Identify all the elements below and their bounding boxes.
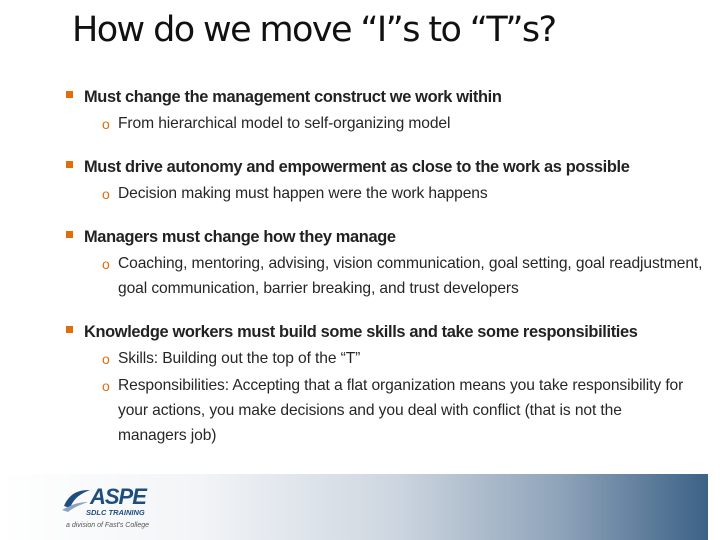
sub-bullet-item xyxy=(84,346,705,371)
logo-name: ASPE xyxy=(90,484,146,509)
sub-bullet-text: From hierarchical model to self-organizing model xyxy=(118,115,451,132)
bullet-text: Knowledge workers must build some skills and take some responsibilities xyxy=(84,323,638,341)
square-bullet-icon xyxy=(66,91,73,98)
square-bullet-icon xyxy=(66,326,73,333)
bullet-list xyxy=(65,86,705,468)
circle-bullet-icon: o xyxy=(102,351,110,367)
bullet-item xyxy=(65,321,705,448)
logo-subtitle: SDLC TRAINING xyxy=(86,508,145,517)
sub-bullet-text: Responsibilities: Accepting that a flat organization means you take responsibility for your actions, you make decisions and you deal with conflict (that is not the managers job) xyxy=(118,377,684,444)
sub-bullet-item xyxy=(84,111,705,136)
circle-bullet-icon: o xyxy=(102,378,110,394)
aspe-logo xyxy=(62,484,172,536)
sub-bullet-item xyxy=(84,373,693,448)
bullet-text: Managers must change how they manage xyxy=(84,228,396,246)
sub-bullet-text: Skills: Building out the top of the “T” xyxy=(118,350,361,367)
circle-bullet-icon: o xyxy=(102,116,110,132)
bullet-item xyxy=(65,86,705,136)
bullet-text: Must drive autonomy and empowerment as close to the work as possible xyxy=(84,158,630,176)
square-bullet-icon xyxy=(66,161,73,168)
bullet-item xyxy=(65,226,705,301)
sub-bullet-item xyxy=(84,181,705,206)
sub-bullet-text: Decision making must happen were the work happens xyxy=(118,185,488,202)
logo-division-text: a division of Fast's College xyxy=(66,522,150,529)
square-bullet-icon xyxy=(66,231,73,238)
circle-bullet-icon: o xyxy=(102,186,110,202)
sub-bullet-item xyxy=(84,251,708,301)
bullet-item xyxy=(65,156,705,206)
slide-title: How do we move “I”s to “T”s? xyxy=(72,10,556,50)
bullet-text: Must change the management construct we work within xyxy=(84,88,502,106)
circle-bullet-icon: o xyxy=(102,256,110,272)
sub-bullet-text: Coaching, mentoring, advising, vision communication, goal setting, goal readjustment, goal communication, barrier breaking, and trust developers xyxy=(118,255,703,297)
